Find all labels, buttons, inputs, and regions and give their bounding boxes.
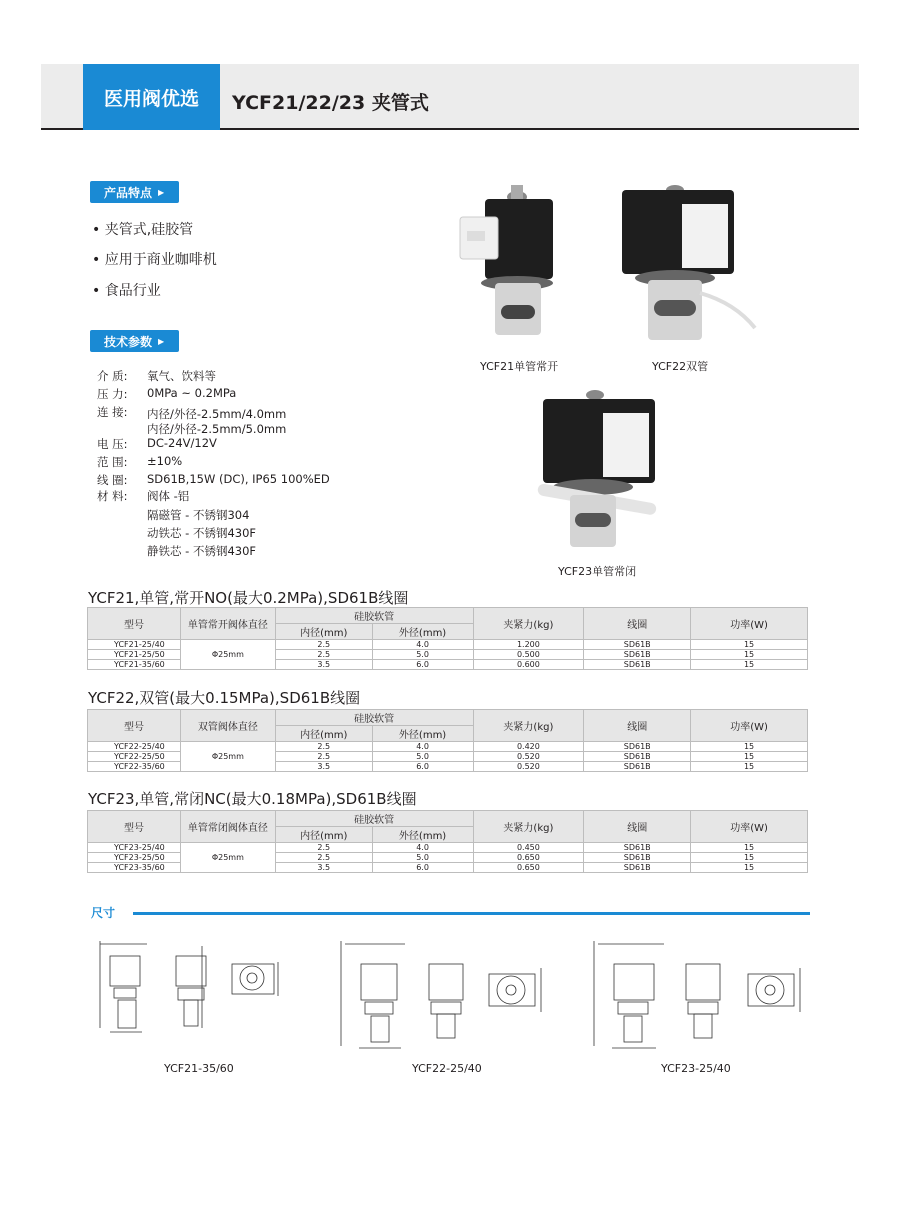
spec-value: 0MPa ~ 0.2MPa (147, 386, 237, 400)
table-row: YCF23-35/60 3.5 6.0 0.650 SD61B 15 (88, 863, 808, 873)
col-header: 夹紧力(kg) (473, 811, 584, 843)
header-tag: 医用阀优选 (83, 64, 220, 130)
ycf21-valve-image (445, 175, 575, 345)
spec-value: DC-24V/12V (147, 436, 217, 450)
table-title: YCF22,双管(最大0.15MPa),SD61B线圈 (88, 689, 361, 707)
caret-right-icon: ▶ (158, 336, 165, 346)
col-header: 双管阀体直径 (180, 710, 275, 742)
col-header: 单管常闭阀体直径 (180, 811, 275, 843)
spec-value: 隔磁管 - 不锈钢304 (147, 508, 250, 522)
spec-label: 电 压: (97, 437, 128, 451)
feature-item: • 食品行业 (92, 283, 161, 299)
spec-value: 动铁芯 - 不锈钢430F (147, 526, 257, 540)
table-row: YCF22-25/40 Φ25mm 2.5 4.0 0.420 SD61B 15 (88, 742, 808, 752)
table-row: YCF23-25/50 2.5 5.0 0.650 SD61B 15 (88, 853, 808, 863)
spec-value: 阀体 -铝 (147, 489, 190, 503)
spec-value: 静铁芯 - 不锈钢430F (147, 544, 257, 558)
spec-label: 材 料: (97, 489, 128, 503)
col-header: 功率(W) (691, 710, 808, 742)
tech-pill (90, 330, 179, 352)
spec-label: 连 接: (97, 405, 128, 419)
col-header: 内径(mm) (275, 624, 372, 640)
col-header: 单管常开阀体直径 (180, 608, 275, 640)
product-caption: YCF22双管 (652, 360, 709, 373)
spec-label: 介 质: (97, 369, 128, 383)
drawing-caption: YCF22-25/40 (412, 1062, 482, 1075)
dimensions-divider (133, 912, 810, 915)
col-header: 线圈 (584, 608, 691, 640)
table-row: YCF22-35/60 3.5 6.0 0.520 SD61B 15 (88, 762, 808, 772)
dimensions-label: 尺寸 (91, 906, 116, 920)
col-header: 硅胶软管 (275, 710, 473, 726)
col-header: 硅胶软管 (275, 608, 473, 624)
col-header: 硅胶软管 (275, 811, 473, 827)
col-header: 内径(mm) (275, 827, 372, 843)
spec-value: 内径/外径-2.5mm/5.0mm (147, 422, 287, 436)
ycf21-dimension-drawing (92, 938, 282, 1043)
table-row: YCF21-25/50 2.5 5.0 0.500 SD61B 15 (88, 650, 808, 660)
table-row: YCF21-25/40 Φ25mm 2.5 4.0 1.200 SD61B 15 (88, 640, 808, 650)
spec-table-ycf21 (87, 607, 808, 670)
col-header: 型号 (88, 811, 181, 843)
spec-value: ±10% (147, 454, 183, 468)
ycf23-dimension-drawing (588, 938, 808, 1058)
spec-table-ycf22 (87, 709, 808, 772)
spec-value: 氧气、饮料等 (147, 369, 216, 383)
spec-table-ycf23 (87, 810, 808, 873)
col-header: 功率(W) (691, 608, 808, 640)
spec-value: SD61B,15W (DC), IP65 100%ED (147, 472, 330, 486)
col-header: 外径(mm) (372, 624, 473, 640)
table-row: YCF23-25/40 Φ25mm 2.5 4.0 0.450 SD61B 15 (88, 843, 808, 853)
ycf23-valve-image (525, 383, 665, 553)
col-header: 外径(mm) (372, 726, 473, 742)
spec-label: 范 围: (97, 455, 128, 469)
feature-item: • 夹管式,硅胶管 (92, 222, 194, 238)
feature-item: • 应用于商业咖啡机 (92, 252, 217, 268)
col-header: 内径(mm) (275, 726, 372, 742)
spec-label: 压 力: (97, 387, 128, 401)
caret-right-icon: ▶ (158, 187, 165, 197)
drawing-caption: YCF21-35/60 (164, 1062, 234, 1075)
features-pill (90, 181, 179, 203)
ycf22-dimension-drawing (335, 938, 555, 1058)
table-title: YCF21,单管,常开NO(最大0.2MPa),SD61B线圈 (88, 589, 409, 607)
table-row: YCF22-25/50 2.5 5.0 0.520 SD61B 15 (88, 752, 808, 762)
table-title: YCF23,单管,常闭NC(最大0.18MPa),SD61B线圈 (88, 790, 417, 808)
product-caption: YCF21单管常开 (480, 360, 559, 373)
ycf22-valve-image (610, 178, 760, 348)
col-header: 功率(W) (691, 811, 808, 843)
col-header: 夹紧力(kg) (473, 608, 584, 640)
spec-value: 内径/外径-2.5mm/4.0mm (147, 407, 287, 421)
col-header: 线圈 (584, 811, 691, 843)
spec-label: 线 圈: (97, 473, 128, 487)
tech-label: 技术参数 (104, 334, 153, 349)
drawing-caption: YCF23-25/40 (661, 1062, 731, 1075)
col-header: 夹紧力(kg) (473, 710, 584, 742)
col-header: 型号 (88, 608, 181, 640)
col-header: 型号 (88, 710, 181, 742)
page-title: YCF21/22/23 夹管式 (232, 92, 429, 114)
col-header: 线圈 (584, 710, 691, 742)
table-row: YCF21-35/60 3.5 6.0 0.600 SD61B 15 (88, 660, 808, 670)
product-caption: YCF23单管常闭 (558, 565, 637, 578)
features-label: 产品特点 (104, 185, 153, 200)
col-header: 外径(mm) (372, 827, 473, 843)
